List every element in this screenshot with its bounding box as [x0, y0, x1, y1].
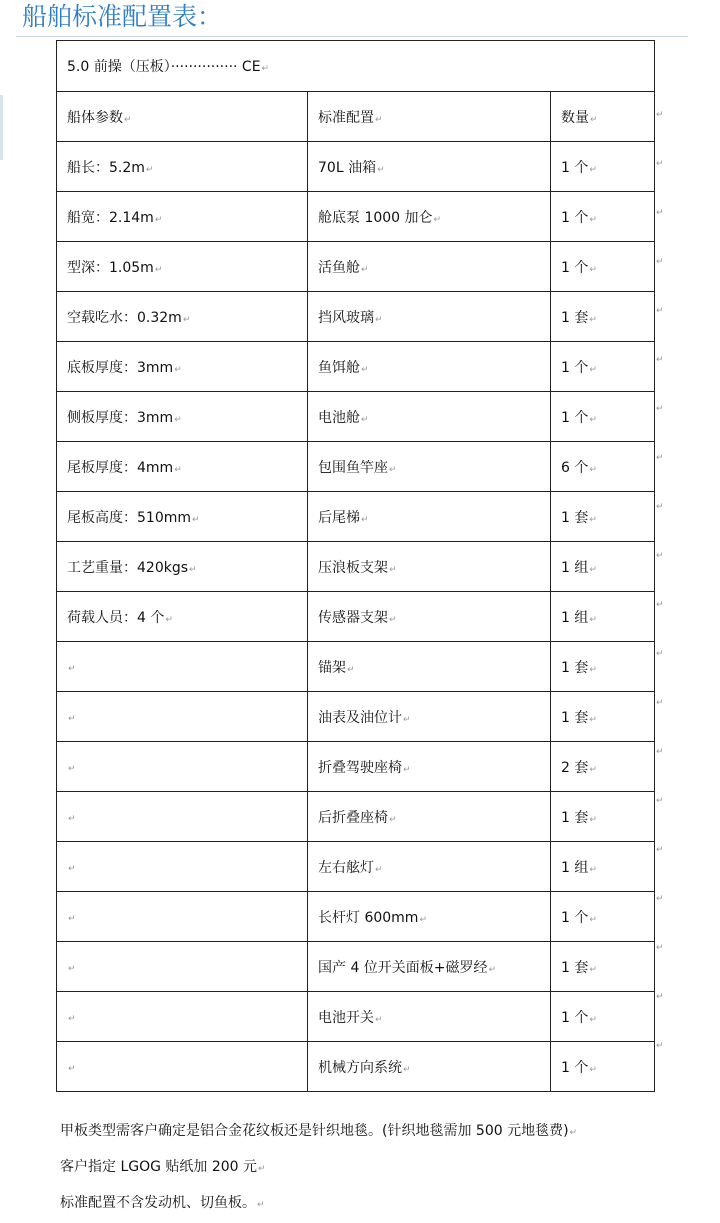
cell-qty	[551, 842, 655, 892]
cell-config	[308, 742, 551, 792]
cell-param-text: 尾板高度：510mm	[67, 509, 191, 526]
cell-qty	[551, 692, 655, 742]
cell-config	[308, 442, 551, 492]
header-row	[57, 92, 655, 142]
paragraph-mark-icon: ↵	[488, 964, 497, 975]
note-exclusions: 标准配置不含发动机、切鱼板。	[60, 1195, 256, 1211]
table-row	[57, 742, 655, 792]
row-end-mark-icon: ↵	[656, 109, 664, 120]
note-line	[60, 1185, 710, 1221]
cell-config	[308, 392, 551, 442]
table-row	[57, 992, 655, 1042]
paragraph-mark-icon: ↵	[589, 964, 597, 975]
cell-config	[308, 992, 551, 1042]
cell-param-text: 工艺重量：420kgs	[67, 559, 189, 576]
cell-config	[308, 942, 551, 992]
cell-qty	[551, 242, 655, 292]
paragraph-mark-icon: ↵	[377, 164, 385, 175]
paragraph-mark-icon: ↵	[589, 1064, 597, 1075]
paragraph-mark-icon: ↵	[589, 364, 597, 375]
cell-config	[308, 592, 551, 642]
cell-qty	[551, 292, 655, 342]
cell-qty	[551, 492, 655, 542]
table-row	[57, 392, 655, 442]
paragraph-mark-icon: ↵	[375, 1014, 383, 1025]
cell-qty	[551, 192, 655, 242]
cell-qty	[551, 992, 655, 1042]
row-end-mark-icon: ↵	[656, 1040, 664, 1051]
margin-bar	[0, 95, 3, 160]
cell-param	[57, 242, 308, 292]
paragraph-mark-icon: ↵	[403, 1064, 411, 1075]
note-sticker: 客户指定 LGOG 贴纸加 200 元	[60, 1159, 258, 1175]
cell-qty-text: 1 套	[561, 659, 589, 676]
cell-qty	[551, 792, 655, 842]
cell-config-text: 左右舷灯	[318, 859, 374, 876]
paragraph-mark-icon: ↵	[154, 264, 163, 275]
paragraph-mark-icon: ↵	[174, 364, 182, 375]
paragraph-mark-icon: ↵	[68, 863, 76, 874]
cell-qty-text: 1 组	[561, 609, 589, 626]
row-end-mark-icon: ↵	[656, 207, 664, 218]
paragraph-mark-icon: ↵	[124, 114, 132, 125]
paragraph-mark-icon: ↵	[375, 864, 383, 875]
cell-param-text: 型深：1.05m	[67, 259, 154, 276]
cell-qty-text: 1 个	[561, 209, 589, 226]
paragraph-mark-icon: ↵	[68, 663, 76, 674]
paragraph-mark-icon: ↵	[589, 464, 597, 475]
row-end-mark-icon: ↵	[656, 305, 664, 316]
table-row	[57, 192, 655, 242]
cell-qty	[551, 892, 655, 942]
paragraph-mark-icon: ↵	[361, 514, 369, 525]
row-end-mark-icon: ↵	[656, 697, 664, 708]
row-end-mark-icon: ↵	[656, 893, 664, 904]
model-text: 5.0 前操（压板）··············· CE	[67, 59, 261, 75]
notes-block	[60, 1113, 710, 1221]
header-params: 船体参数	[67, 109, 123, 126]
cell-qty-text: 1 个	[561, 359, 589, 376]
row-end-mark-icon: ↵	[656, 403, 664, 414]
row-end-mark-icon: ↵	[656, 354, 664, 365]
row-end-mark-icon: ↵	[656, 158, 664, 169]
paragraph-mark-icon: ↵	[361, 264, 369, 275]
paragraph-mark-icon: ↵	[261, 64, 270, 74]
cell-qty	[551, 442, 655, 492]
cell-qty-text: 1 套	[561, 809, 589, 826]
cell-param	[57, 542, 308, 592]
table-row	[57, 242, 655, 292]
cell-qty-text: 1 个	[561, 259, 589, 276]
paragraph-mark-icon: ↵	[165, 614, 173, 625]
cell-config	[308, 542, 551, 592]
paragraph-mark-icon: ↵	[433, 214, 442, 225]
table-row	[57, 642, 655, 692]
cell-config	[308, 692, 551, 742]
cell-param-text: 尾板厚度：4mm	[67, 459, 174, 476]
cell-config	[308, 342, 551, 392]
cell-qty	[551, 642, 655, 692]
cell-config-text: 活鱼舱	[318, 259, 360, 276]
cell-config-text: 国产 4 位开关面板+磁罗经	[318, 959, 488, 976]
cell-qty	[551, 942, 655, 992]
cell-config	[308, 142, 551, 192]
paragraph-mark-icon: ↵	[389, 614, 397, 625]
paragraph-mark-icon: ↵	[68, 1063, 76, 1074]
cell-qty-text: 1 个	[561, 409, 589, 426]
cell-config	[308, 292, 551, 342]
paragraph-mark-icon: ↵	[145, 164, 154, 175]
config-table	[56, 40, 655, 1092]
paragraph-mark-icon: ↵	[375, 314, 383, 325]
paragraph-mark-icon: ↵	[589, 764, 597, 775]
cell-qty-text: 1 个	[561, 909, 589, 926]
cell-param	[57, 342, 308, 392]
paragraph-mark-icon: ↵	[589, 514, 597, 525]
table-row	[57, 142, 655, 192]
title-divider	[16, 36, 688, 37]
row-end-mark-icon: ↵	[656, 795, 664, 806]
paragraph-mark-icon: ↵	[389, 464, 397, 475]
paragraph-mark-icon: ↵	[389, 814, 397, 825]
paragraph-mark-icon: ↵	[589, 664, 597, 675]
cell-param	[57, 792, 308, 842]
cell-qty-text: 1 组	[561, 859, 589, 876]
cell-param	[57, 892, 308, 942]
cell-param	[57, 942, 308, 992]
cell-qty-text: 2 套	[561, 759, 589, 776]
cell-config	[308, 192, 551, 242]
cell-qty	[551, 392, 655, 442]
header-qty: 数量	[561, 109, 589, 126]
paragraph-mark-icon: ↵	[589, 314, 597, 325]
row-end-mark-icon: ↵	[656, 452, 664, 463]
cell-config	[308, 892, 551, 942]
cell-config-text: 锚架	[318, 659, 346, 676]
cell-qty	[551, 342, 655, 392]
cell-qty-text: 1 组	[561, 559, 589, 576]
paragraph-mark-icon: ↵	[589, 614, 597, 625]
cell-param-text: 侧板厚度：3mm	[67, 409, 174, 426]
cell-param-text: 空载吃水：0.32m	[67, 309, 182, 326]
cell-qty-text: 1 个	[561, 159, 589, 176]
paragraph-mark-icon: ↵	[589, 564, 597, 575]
paragraph-mark-icon: ↵	[419, 914, 427, 925]
paragraph-mark-icon: ↵	[68, 1013, 76, 1024]
model-row	[57, 41, 655, 92]
paragraph-mark-icon: ↵	[68, 963, 76, 974]
paragraph-mark-icon: ↵	[589, 714, 597, 725]
row-end-mark-icon: ↵	[656, 501, 664, 512]
cell-param	[57, 842, 308, 892]
row-end-mark-icon: ↵	[656, 599, 664, 610]
row-end-mark-icon: ↵	[656, 746, 664, 757]
cell-config-text: 包围鱼竿座	[318, 459, 388, 476]
paragraph-mark-icon: ↵	[589, 864, 597, 875]
row-end-mark-icon: ↵	[656, 844, 664, 855]
paragraph-mark-icon: ↵	[589, 414, 597, 425]
cell-qty	[551, 1042, 655, 1092]
paragraph-mark-icon: ↵	[589, 264, 597, 275]
page-title: 船舶标准配置表：	[22, 2, 223, 31]
cell-param	[57, 192, 308, 242]
paragraph-mark-icon: ↵	[257, 1200, 265, 1210]
table-row	[57, 942, 655, 992]
paragraph-mark-icon: ↵	[347, 664, 355, 675]
cell-config-text: 后尾梯	[318, 509, 360, 526]
cell-config	[308, 642, 551, 692]
table-row	[57, 342, 655, 392]
paragraph-mark-icon: ↵	[68, 813, 76, 824]
paragraph-mark-icon: ↵	[174, 414, 182, 425]
table-row	[57, 292, 655, 342]
cell-config	[308, 842, 551, 892]
cell-param	[57, 492, 308, 542]
table-row	[57, 842, 655, 892]
cell-config-text: 电池开关	[318, 1009, 374, 1026]
header-config: 标准配置	[318, 109, 374, 126]
cell-param-text: 荷载人员：4 个	[67, 609, 165, 626]
header-cell-config	[308, 92, 551, 142]
cell-config	[308, 792, 551, 842]
cell-param	[57, 292, 308, 342]
cell-config-text: 鱼饵舱	[318, 359, 360, 376]
cell-param	[57, 1042, 308, 1092]
paragraph-mark-icon: ↵	[569, 1128, 578, 1138]
note-deck-type: 甲板类型需客户确定是铝合金花纹板还是针织地毯。(针织地毯需加 500 元地毯费)	[60, 1123, 569, 1139]
cell-param	[57, 142, 308, 192]
cell-qty	[551, 142, 655, 192]
cell-config-text: 电池舱	[318, 409, 360, 426]
paragraph-mark-icon: ↵	[589, 1014, 597, 1025]
cell-qty-text: 6 个	[561, 459, 589, 476]
cell-config-text: 70L 油箱	[318, 159, 377, 176]
cell-config-text: 机械方向系统	[318, 1059, 402, 1076]
paragraph-mark-icon: ↵	[403, 714, 411, 725]
paragraph-mark-icon: ↵	[589, 164, 597, 175]
cell-param	[57, 742, 308, 792]
cell-param	[57, 992, 308, 1042]
paragraph-mark-icon: ↵	[589, 914, 597, 925]
paragraph-mark-icon: ↵	[154, 214, 163, 225]
cell-qty-text: 1 套	[561, 509, 589, 526]
table-row	[57, 442, 655, 492]
cell-param-text: 船长：5.2m	[67, 159, 145, 176]
cell-param	[57, 692, 308, 742]
cell-param	[57, 642, 308, 692]
table-row	[57, 592, 655, 642]
row-end-mark-icon: ↵	[656, 991, 664, 1002]
cell-config-text: 长杆灯 600mm	[318, 909, 419, 926]
row-end-mark-icon: ↵	[656, 942, 664, 953]
paragraph-mark-icon: ↵	[189, 564, 197, 575]
model-cell	[57, 41, 655, 92]
paragraph-mark-icon: ↵	[68, 913, 76, 924]
paragraph-mark-icon: ↵	[375, 114, 383, 125]
paragraph-mark-icon: ↵	[192, 514, 200, 525]
cell-param-text: 底板厚度：3mm	[67, 359, 174, 376]
paragraph-mark-icon: ↵	[182, 314, 191, 325]
table-row	[57, 692, 655, 742]
cell-param	[57, 442, 308, 492]
cell-config	[308, 1042, 551, 1092]
cell-qty	[551, 742, 655, 792]
paragraph-mark-icon: ↵	[68, 713, 76, 724]
cell-qty-text: 1 套	[561, 959, 589, 976]
cell-config-text: 折叠驾驶座椅	[318, 759, 402, 776]
note-line	[60, 1149, 710, 1185]
cell-config	[308, 242, 551, 292]
paragraph-mark-icon: ↵	[68, 763, 76, 774]
cell-config-text: 舱底泵 1000 加仑	[318, 209, 433, 226]
paragraph-mark-icon: ↵	[589, 814, 597, 825]
cell-qty-text: 1 套	[561, 709, 589, 726]
paragraph-mark-icon: ↵	[403, 764, 411, 775]
cell-param-text: 船宽：2.14m	[67, 209, 154, 226]
paragraph-mark-icon: ↵	[361, 414, 369, 425]
header-cell-params	[57, 92, 308, 142]
cell-config	[308, 492, 551, 542]
row-end-mark-icon: ↵	[656, 256, 664, 267]
table-row	[57, 892, 655, 942]
cell-qty	[551, 592, 655, 642]
cell-config-text: 传感器支架	[318, 609, 388, 626]
row-end-mark-icon: ↵	[656, 550, 664, 561]
table-row	[57, 1042, 655, 1092]
cell-config-text: 压浪板支架	[318, 559, 388, 576]
table-row	[57, 542, 655, 592]
cell-param	[57, 592, 308, 642]
cell-qty-text: 1 套	[561, 309, 589, 326]
cell-qty-text: 1 个	[561, 1009, 589, 1026]
paragraph-mark-icon: ↵	[361, 364, 369, 375]
cell-config-text: 挡风玻璃	[318, 309, 374, 326]
cell-param	[57, 392, 308, 442]
note-line	[60, 1113, 710, 1149]
cell-config-text: 后折叠座椅	[318, 809, 388, 826]
paragraph-mark-icon: ↵	[389, 564, 397, 575]
row-end-mark-icon: ↵	[656, 648, 664, 659]
paragraph-mark-icon: ↵	[258, 1164, 266, 1174]
paragraph-mark-icon: ↵	[589, 214, 597, 225]
cell-qty	[551, 542, 655, 592]
paragraph-mark-icon: ↵	[174, 464, 182, 475]
cell-qty-text: 1 个	[561, 1059, 589, 1076]
cell-config-text: 油表及油位计	[318, 709, 402, 726]
table-row	[57, 792, 655, 842]
table-row	[57, 492, 655, 542]
header-cell-qty	[551, 92, 655, 142]
paragraph-mark-icon: ↵	[590, 114, 598, 125]
